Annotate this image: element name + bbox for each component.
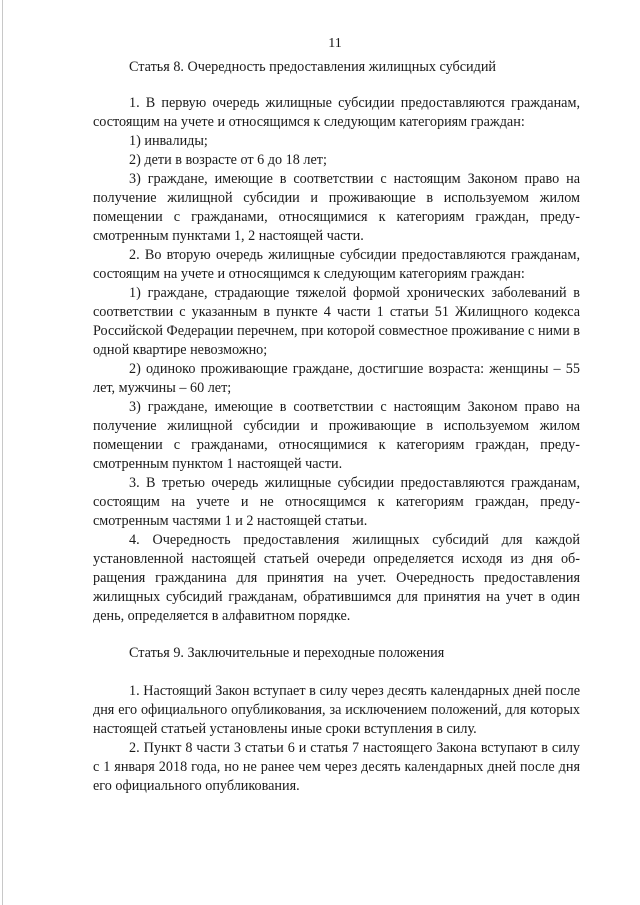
article-8-paragraph-4: 4. Очередность предоставления жилищных субсидий для каждой установленной настоящей статьей очереди определяется исходя из дня обращения гражданина для принятия на учет. Очередность предоставления жилищных субсидий гражданам, обратившимся для принятия на учет в один день, определяется в алфавитном порядке. [93,532,580,624]
article-9-heading: Статья 9. Заключительные и переходные положения [129,645,445,661]
article-9-paragraph-2: 2. Пункт 8 части 3 статьи 6 и статья 7 настоящего Закона вступают в силу с 1 января 2018 года, но не ранее чем через десять календарных дней после дня его официального опубликования. [93,740,580,794]
article-8-list-item-1: 1) инвалиды; [129,133,208,149]
page-number: 11 [328,36,342,51]
article-8-list-item-5: 2) одиноко проживающие граждане, достигшие возраста: женщины – 55 лет, мужчины – 60 лет; [93,361,580,396]
article-8-paragraph-1: 1. В первую очередь жилищные субсидии предоставляются гражданам, состоящим на учете и относящимся к следующим категориям граждан: [93,95,580,130]
document-body [93,58,580,796]
article-8-paragraph-2: 2. Во вторую очередь жилищные субсидии предоставляются гражданам, состоящим на учете и относящимся к следующим категориям граждан: [93,247,580,282]
article-8-list-item-6: 3) граждане, имеющие в соответствии с настоящим Законом право на получение жилищной субсидии и проживающие в используемом жилом помещении с гражданами, относящимися к категориям граждан, предусмотренным пунктом 1 настоящей части. [93,399,580,472]
article-8-heading: Статья 8. Очередность предоставления жилищных субсидий [129,59,497,75]
page-edge-line [2,0,3,905]
article-8-list-item-4: 1) граждане, страдающие тяжелой формой хронических заболеваний в соответствии с указанным в пункте 4 части 1 статьи 51 Жилищного кодекса Российской Федерации перечнем, при которой совместное проживание с ними в одной квартире невозможно; [93,285,580,358]
article-8-paragraph-3: 3. В третью очередь жилищные субсидии предоставляются гражданам, состоящим на учете и не относящимся к категориям граждан, предусмотренным частями 1 и 2 настоящей статьи. [93,475,580,529]
article-8-list-item-3: 3) граждане, имеющие в соответствии с настоящим Законом право на получение жилищной субсидии и проживающие в используемом жилом помещении с гражданами, относящимися к категориям граждан, предусмотренным пунктами 1, 2 настоящей части. [93,171,580,244]
article-8-list-item-2: 2) дети в возрасте от 6 до 18 лет; [129,152,327,168]
article-9-paragraph-1: 1. Настоящий Закон вступает в силу через десять календарных дней после дня его официального опубликования, за исключением положений, для которых настоящей статьей установлены иные сроки вступления в силу. [93,683,580,737]
